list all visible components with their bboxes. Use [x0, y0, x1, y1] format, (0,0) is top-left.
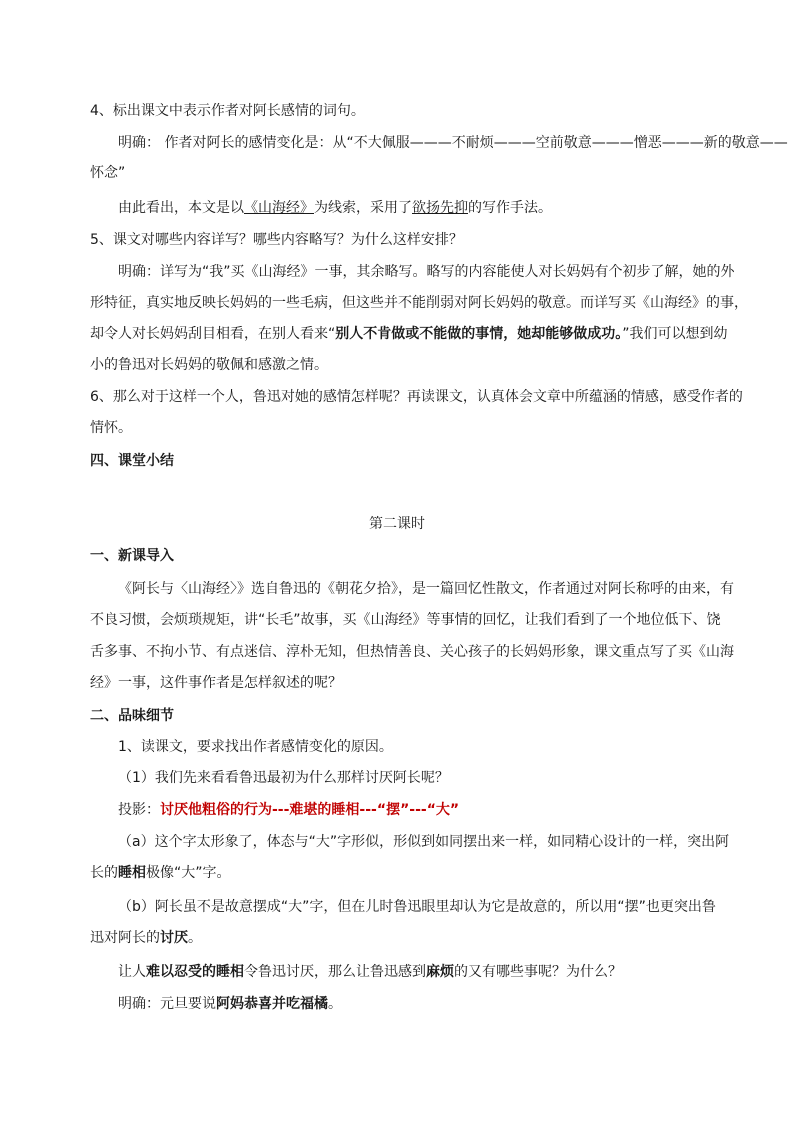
section-new-lesson-intro: 一、新课导入	[90, 548, 174, 564]
lesson-two-title: 第二课时	[369, 516, 425, 532]
q4-summary	[90, 198, 730, 218]
q5-answer-line-1: 明确：详写为“我”买《山海经》一事，其余略写。略写的内容能使人对长妈妈有个初步了解，她的外	[118, 264, 735, 280]
transition-emphasis: 难以忍受的睡相	[146, 964, 244, 980]
section-savor-details: 二、品味细节	[90, 708, 174, 724]
note-a-text: 极像“大”字。	[146, 865, 231, 881]
intro-line-1: 《阿长与〈山海经〉》选自鲁迅的《朝花夕拾》，是一篇回忆性散文，作者通过对阿长称呼的由来，有	[118, 581, 734, 597]
question-6-line-2: 情怀。	[90, 420, 132, 436]
detail-question-1: （1）我们先来看看鲁迅最初为什么那样讨厌阿长呢？	[118, 770, 449, 786]
projection-line	[90, 800, 730, 820]
clarify-answer	[90, 994, 730, 1014]
q5-answer-line-2: 形特征，真实地反映长妈妈的一些毛病，但这些并不能削弱对阿长妈妈的敬意。而详写买《山海经》的事，	[90, 295, 748, 311]
q4-summary-text: 由此看出，本文是以	[118, 200, 244, 216]
clarify-emphasis: 阿妈恭喜并吃福橘	[216, 996, 328, 1012]
note-b-line-1: （b）阿长虽不是故意摆成“大”字，但在儿时鲁迅眼里却认为它是故意的，所以用“摆”也更突出鲁	[118, 899, 716, 915]
intro-line-4: 经》一事，这件事作者是怎样叙述的呢？	[90, 675, 342, 691]
note-a-emphasis: 睡相	[118, 865, 146, 881]
q4-summary-text: 为线索，采用了	[314, 200, 412, 216]
q5-answer-emphasis: 别人不肯做或不能做的事情，她却能够做成功。	[335, 326, 623, 342]
note-a-text: 长的	[90, 865, 118, 881]
transition-text: 的又有哪些事呢？为什么？	[454, 964, 622, 980]
question-6-line-1: 6、那么对于这样一个人，鲁迅对她的感情怎样呢？再读课文，认真体会文章中所蕴涵的情感，感受作者的	[90, 389, 743, 405]
q4-summary-technique: 欲扬先抑	[412, 200, 468, 216]
projection-text: 讨厌他粗俗的行为---难堪的睡相---“摆”---“大”	[160, 802, 460, 818]
clarify-text: 明确：元旦要说	[118, 996, 216, 1012]
projection-label: 投影：	[118, 802, 160, 818]
note-b-text: 迅对阿长的	[90, 930, 160, 946]
section-class-summary: 四、课堂小结	[90, 453, 174, 469]
intro-line-3: 舌多事、不拘小节、有点迷信、淳朴无知，但热情善良、关心孩子的长妈妈形象，课文重点写了买《山海	[90, 644, 734, 660]
clarify-text: 。	[328, 996, 342, 1012]
question-4: 4、标出课文中表示作者对阿长感情的词句。	[90, 103, 365, 119]
q5-answer-text: 却令人对长妈妈刮目相看，在别人看来“	[90, 326, 336, 342]
q5-answer-line-3	[90, 324, 730, 344]
transition-text: 让人	[118, 964, 146, 980]
note-b-line-2	[90, 928, 730, 948]
q5-answer-text: ”我们可以想到幼	[622, 326, 728, 342]
transition-emphasis: 麻烦	[426, 964, 454, 980]
question-5: 5、课文对哪些内容详写？哪些内容略写？为什么这样安排？	[90, 232, 463, 248]
intro-line-2: 不良习惯，会烦琐规矩，讲“长毛”故事，买《山海经》等事情的回忆，让我们看到了一个地位低下、饶	[90, 612, 721, 628]
note-a-line-2	[90, 863, 730, 883]
q4-answer-line-2: 怀念”	[90, 165, 126, 181]
transition-question	[90, 962, 730, 982]
detail-task-1: 1、读课文，要求找出作者感情变化的原因。	[118, 739, 393, 755]
q4-summary-clue: 《山海经》	[244, 200, 314, 216]
transition-text: 令鲁迅讨厌，那么让鲁迅感到	[244, 964, 426, 980]
q4-answer-line-1: 明确： 作者对阿长的感情变化是：从“不大佩服———不耐烦———空前敬意———憎恶———新的敬意——	[118, 135, 788, 151]
q4-summary-text: 的写作手法。	[468, 200, 552, 216]
q5-answer-line-4: 小的鲁迅对长妈妈的敬佩和感激之情。	[90, 357, 328, 373]
note-b-emphasis: 讨厌	[160, 930, 188, 946]
note-a-line-1: （a）这个字太形象了，体态与“大”字形似，形似到如同摆出来一样，如同精心设计的一样，突出阿	[118, 834, 730, 850]
note-b-text: 。	[188, 930, 202, 946]
